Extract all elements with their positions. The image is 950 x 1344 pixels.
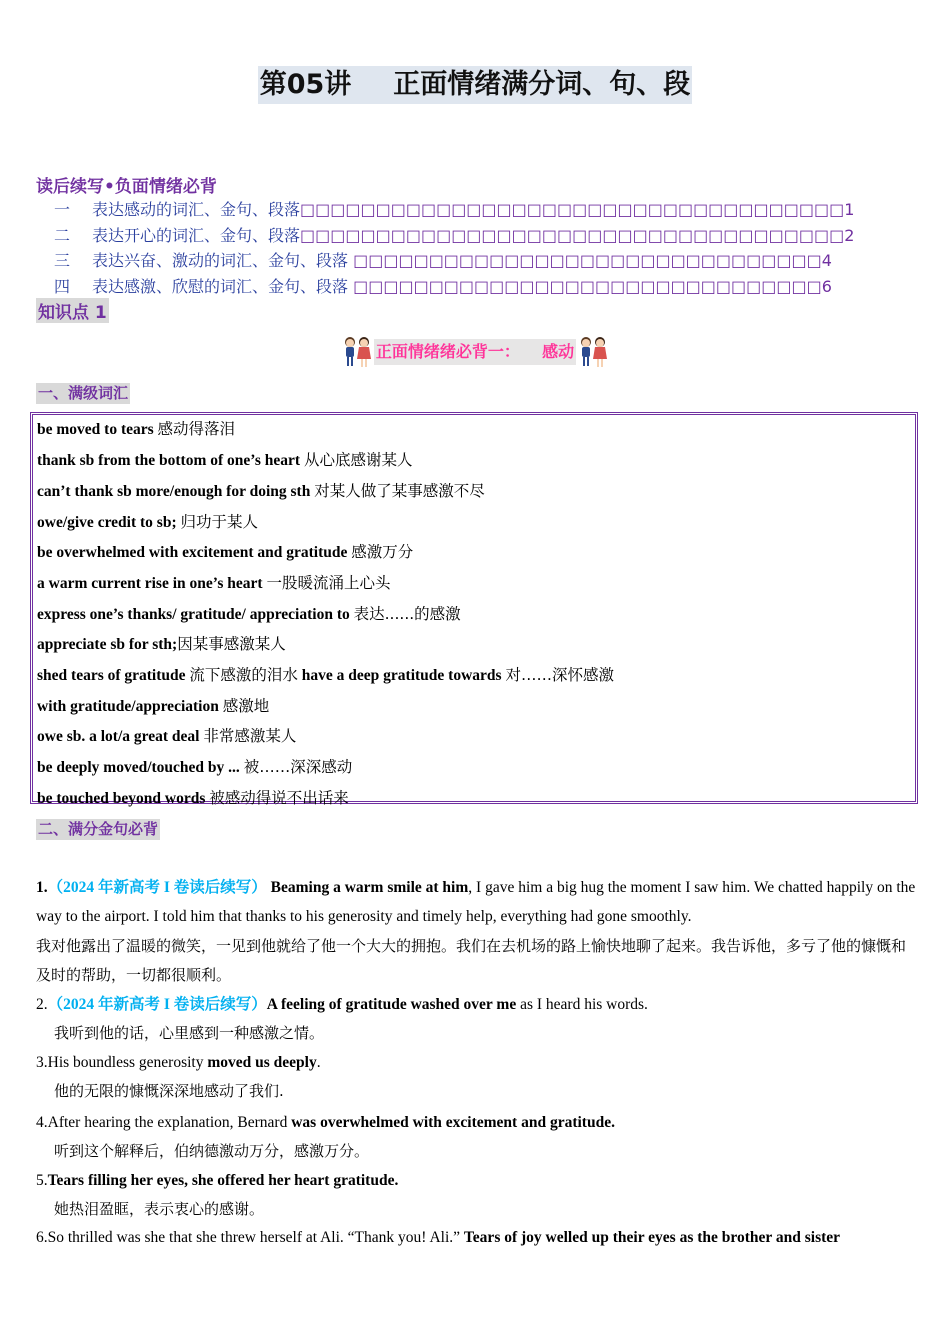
toc-heading: 读后续写•负面情绪必背 xyxy=(36,177,217,197)
vocab-item: express one’s thanks/ gratitude/ appreciation to 表达......的感激 xyxy=(37,605,461,623)
vocab-item: thank sb from the bottom of one’s heart 从心底感谢某人 xyxy=(37,451,413,469)
sentence-6: 6.So thrilled was she that she threw herself at Ali. “Thank you! Ali.” Tears of joy welled up their eyes as the brother and sister xyxy=(36,1229,841,1246)
title-lesson: 第05讲 xyxy=(259,69,352,100)
vocab-item: a warm current rise in one’s heart 一股暖流涌上心头 xyxy=(37,574,391,592)
vocab-item: appreciate sb for sth;因某事感激某人 xyxy=(37,635,286,653)
table-of-contents xyxy=(54,197,934,299)
vocab-item: shed tears of gratitude 流下感激的泪水 have a deep gratitude towards 对……深怀感激 xyxy=(37,666,614,684)
vocab-item: can’t thank sb more/enough for doing sth 对某人做了某事感激不尽 xyxy=(37,482,485,500)
knowledge-point-label: 知识点 1 xyxy=(36,298,109,323)
sentence-heading: 二、满分金句必背 xyxy=(38,820,159,838)
vocab-item: with gratitude/appreciation 感激地 xyxy=(37,697,270,715)
sentence-1-translation: 我对他露出了温暖的微笑，一见到他就给了他一个大大的拥抱。我们在去机场的路上愉快地聊了起来。我告诉他，多亏了他的慷慨和及时的帮助，一切都很顺利。 xyxy=(36,937,907,984)
toc-item[interactable]: 三 表达兴奋、激动的词汇、金句、段落 □□□□□□□□□□□□□□□□□□□□□□□□□□□□□□□4 xyxy=(54,251,832,270)
sentence-1: 1.（2024 年新高考 I 卷读后续写） Beaming a warm smile at him, I gave him a big hug the moment I saw him. We chatted happily on the way to the airport. I told him that thanks to his generosity and timely help, everything had gone smoothly. xyxy=(36,879,916,925)
vocab-item: be overwhelmed with excitement and gratitude 感激万分 xyxy=(37,543,414,561)
title-topic: 正面情绪满分词、句、段 xyxy=(393,69,691,100)
banner-title: 正面情绪绪必背一： 感动 xyxy=(374,339,576,365)
children-icon xyxy=(340,334,374,370)
toc-item[interactable]: 二 表达开心的词汇、金句、段落□□□□□□□□□□□□□□□□□□□□□□□□□□□□□□□□□□□□2 xyxy=(54,225,855,245)
sentence-3: 3.His boundless generosity moved us deeply. xyxy=(36,1054,321,1071)
section-banner xyxy=(0,334,950,375)
sentence-2-translation: 我听到他的话，心里感到一种感激之情。 xyxy=(54,1024,325,1042)
sentence-2: 2.（2024 年新高考 I 卷读后续写）A feeling of gratitude washed over me as I heard his words. xyxy=(36,996,648,1013)
vocab-item: be deeply moved/touched by ... 被……深深感动 xyxy=(37,758,353,776)
toc-item[interactable]: 四 表达感激、欣慰的词汇、金句、段落 □□□□□□□□□□□□□□□□□□□□□□□□□□□□□□□6 xyxy=(54,276,832,296)
vocab-item: be touched beyond words 被感动得说不出话来 xyxy=(37,789,349,807)
sentence-3-translation: 他的无限的慷慨深深地感动了我们. xyxy=(54,1082,284,1100)
sentence-4: 4.After hearing the explanation, Bernard was overwhelmed with excitement and gratitude. xyxy=(36,1114,615,1131)
sentence-4-translation: 听到这个解释后，伯纳德激动万分，感激万分。 xyxy=(54,1142,370,1160)
toc-item[interactable]: 一 表达感动的词汇、金句、段落□□□□□□□□□□□□□□□□□□□□□□□□□□□□□□□□□□□□1 xyxy=(54,200,855,219)
vocab-box xyxy=(30,412,918,807)
title-wrap xyxy=(0,66,950,104)
vocab-item: be moved to tears 感动得落泪 xyxy=(37,420,236,438)
page-title xyxy=(258,66,693,104)
sentence-5: 5.Tears filling her eyes, she offered her heart gratitude. xyxy=(36,1172,399,1189)
vocab-item: owe/give credit to sb; 归功于某人 xyxy=(37,513,259,531)
sentence-5-translation: 她热泪盈眶，表示衷心的感谢。 xyxy=(54,1200,265,1218)
vocab-heading: 一、满级词汇 xyxy=(38,384,129,402)
vocab-item: owe sb. a lot/a great deal 非常感激某人 xyxy=(37,727,297,745)
children-icon xyxy=(576,334,610,370)
